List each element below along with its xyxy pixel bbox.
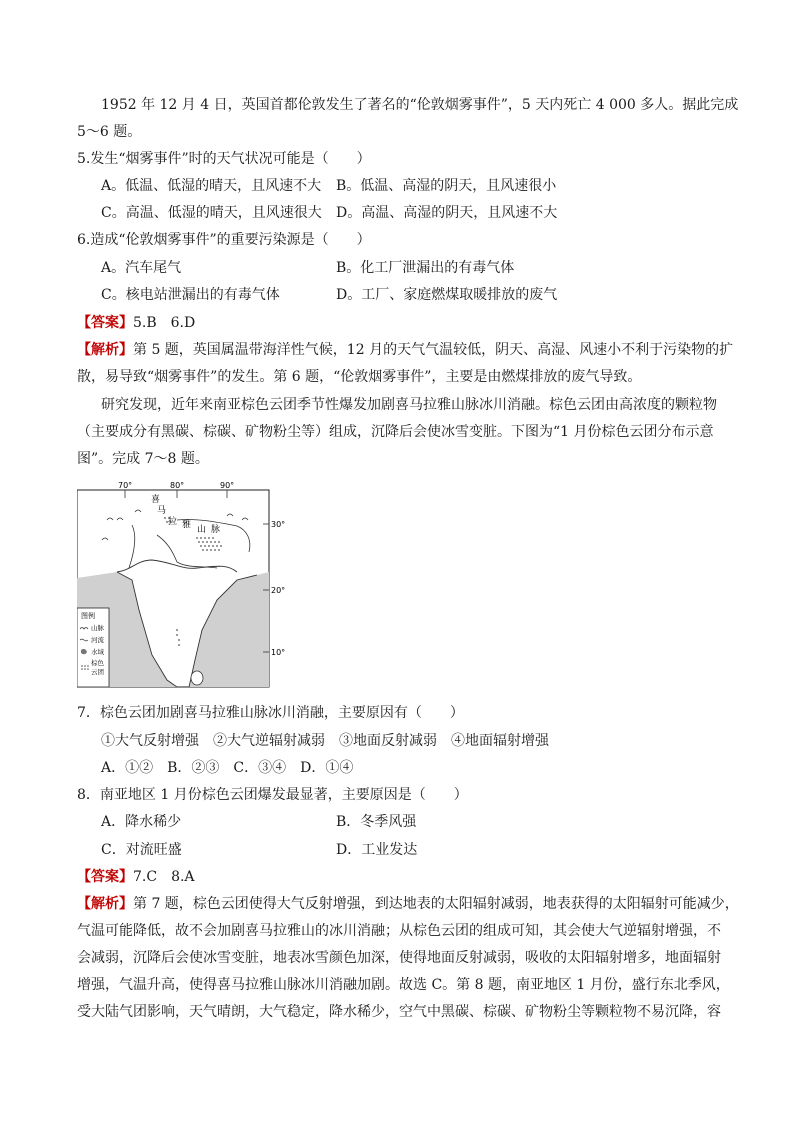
himalaya-char-4: 雅: [182, 520, 192, 530]
himalaya-char-2: 马: [157, 506, 167, 516]
q6-option-c: C。核电站泄漏出的有毒气体: [101, 287, 280, 303]
answer-5-6: [77, 313, 195, 333]
passage-2-line-1: 研究发现，近年来南亚棕色云团季节性爆发加剧喜马拉雅山脉冰川消融。棕色云团由高浓度的颗粒物: [101, 397, 717, 413]
analysis-label: 【解析】: [77, 342, 133, 358]
q6-option-b: B。化工厂泄漏出的有毒气体: [336, 260, 515, 276]
analysis-text: 第 7 题，棕色云团使得大气反射增强，到达地表的太阳辐射减弱，地表获得的太阳辐射可能减少，: [133, 896, 739, 912]
passage-1-line-2: 5～6 题。: [77, 124, 142, 140]
answer-text: 5.B 6.D: [133, 315, 196, 331]
himalaya-char-3: 拉: [168, 517, 178, 527]
legend-cloud-2: 云团: [91, 668, 104, 676]
q6-option-a: A。汽车尾气: [101, 260, 182, 276]
analysis-7-8-line-3: 会减弱，沉降后会使冰雪变脏，地表冰雪颜色加深，使得地面反射减弱，吸收的太阳辐射增多，地面辐射: [77, 950, 721, 966]
analysis-7-8-line-1: [77, 894, 739, 914]
analysis-7-8-line-4: 增强，气温升高，使得喜马拉雅山脉冰川消融加剧。故选 C。第 8 题，南亚地区 1 月份，盛行东北季风，: [77, 977, 730, 993]
lon-label-80: 80°: [170, 481, 185, 490]
q5-stem: 5.发生“烟雾事件”时的天气状况可能是（ ）: [77, 151, 371, 167]
analysis-7-8-line-5: 受大陆气团影响，天气晴朗，大气稳定，降水稀少，空气中黑碳、棕碳、矿物粉尘等颗粒物不易沉降，容: [77, 1004, 721, 1020]
q7-statements: ①大气反射增强 ②大气逆辐射减弱 ③地面反射减弱 ④地面辐射增强: [101, 733, 549, 749]
answer-label: 【答案】: [77, 869, 133, 885]
analysis-5-6-line-1: [77, 340, 733, 360]
analysis-label: 【解析】: [77, 896, 133, 912]
answer-7-8: [77, 867, 195, 887]
q8-option-c: C．对流旺盛: [101, 842, 182, 858]
q7-choices: A．①② B．②③ C．③④ D．①④: [101, 760, 354, 776]
legend-title: 图例: [81, 612, 95, 620]
island: [191, 671, 203, 685]
lat-label-20: 20°: [271, 586, 286, 595]
himalaya-char-5: 山: [197, 525, 207, 535]
q6-option-d: D。工厂、家庭燃煤取暖排放的废气: [336, 287, 558, 303]
answer-label: 【答案】: [77, 315, 133, 331]
legend-river: 河流: [91, 636, 104, 644]
analysis-5-6-line-2: 散，易导致“烟雾事件”的发生。第 6 题，“伦敦烟雾事件”，主要是由燃煤排放的废气导致。: [77, 369, 642, 385]
legend-water: 水域: [91, 648, 104, 656]
q8-stem: 8．南亚地区 1 月份棕色云团爆发最显著，主要原因是（ ）: [77, 787, 468, 803]
answer-text: 7.C 8.A: [133, 869, 195, 885]
legend-mountain: 山脉: [91, 624, 104, 632]
q5-option-a: A。低温、低湿的晴天，且风速不大: [101, 178, 322, 194]
lat-label-30: 30°: [271, 520, 286, 529]
lat-label-10: 10°: [271, 648, 286, 657]
analysis-text: 第 5 题，英国属温带海洋性气候，12 月的天气气温较低，阴天、高湿、风速小不利于污染物的扩: [133, 342, 734, 358]
q8-option-a: A．降水稀少: [101, 814, 182, 830]
brown-cloud-map: [77, 480, 287, 688]
q7-stem: 7．棕色云团加剧喜马拉雅山脉冰川消融，主要原因有（ ）: [77, 705, 464, 721]
himalaya-char-6: 脉: [211, 525, 221, 535]
legend-cloud-1: 棕色: [91, 659, 104, 667]
passage-2-line-2: （主要成分有黑碳、棕碳、矿物粉尘等）组成，沉降后会使冰雪变脏。下图为“1 月份棕色云团分布示意: [77, 424, 714, 440]
q8-option-b: B．冬季风强: [336, 814, 417, 830]
q5-option-b: B。低温、高湿的阴天，且风速很小: [336, 178, 557, 194]
q5-option-d: D。高温、高湿的阴天，且风速不大: [336, 205, 558, 221]
passage-2-line-3: 图”。完成 7～8 题。: [77, 451, 209, 467]
q8-option-d: D．工业发达: [336, 842, 418, 858]
q6-stem: 6.造成“伦敦烟雾事件”的重要污染源是（ ）: [77, 232, 371, 248]
lon-label-90: 90°: [220, 481, 235, 490]
himalaya-char-1: 喜: [151, 495, 161, 505]
q5-option-c: C。高温、低湿的晴天，且风速很大: [101, 205, 322, 221]
passage-1-line-1: 1952 年 12 月 4 日，英国首都伦敦发生了著名的“伦敦烟雾事件”，5 天内死亡 4 000 多人。据此完成: [101, 97, 739, 113]
lon-label-70: 70°: [118, 481, 133, 490]
analysis-7-8-line-2: 气温可能降低，故不会加剧喜马拉雅山的冰川消融；从棕色云团的组成可知，其会使大气逆辐射增强，不: [77, 923, 721, 939]
